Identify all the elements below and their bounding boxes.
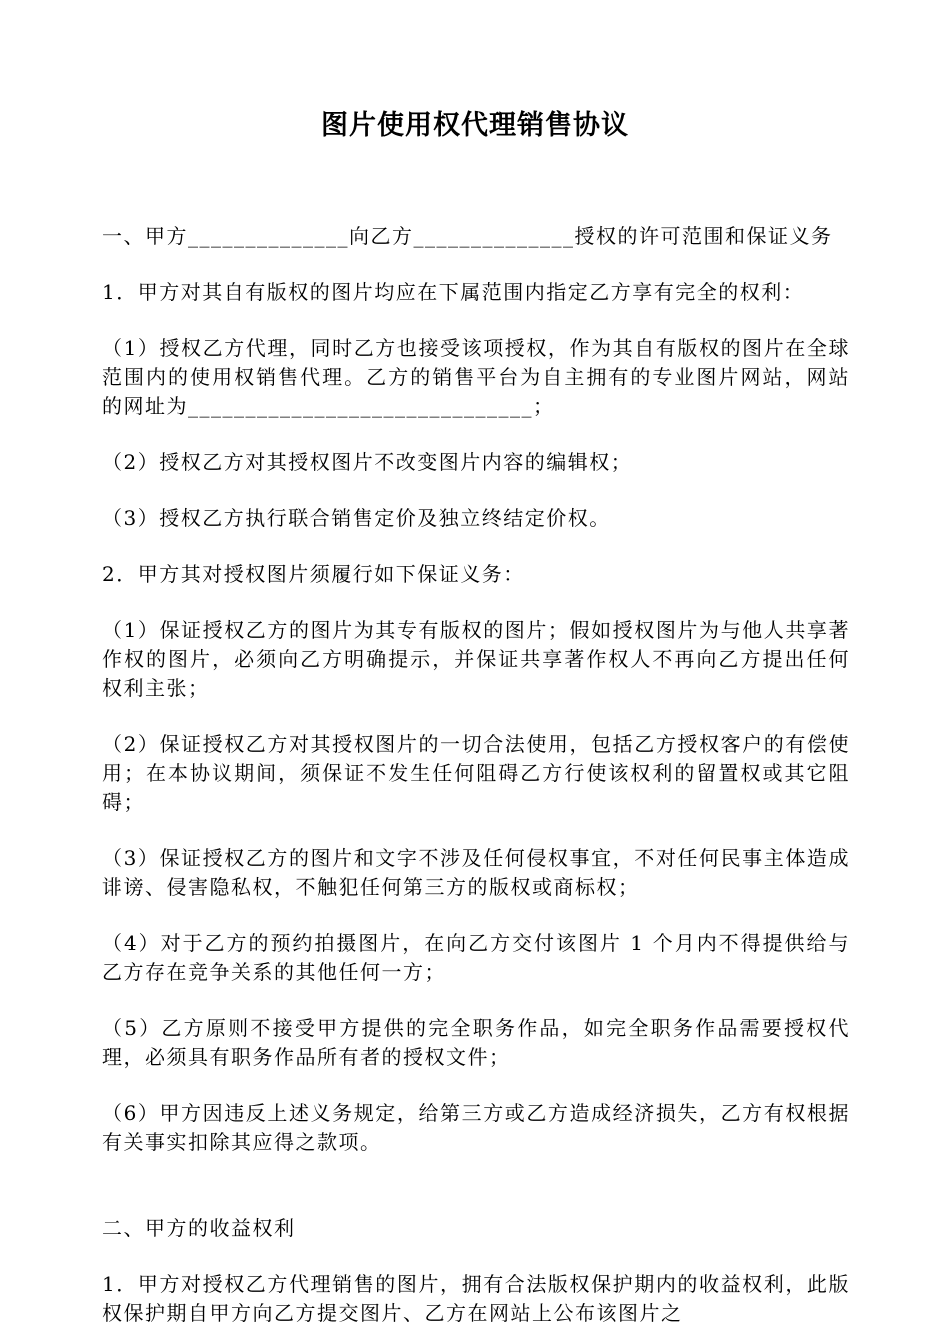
clause-1-item-2: （2）授权乙方对其授权图片不改变图片内容的编辑权； [102,450,633,474]
clause-2-item-3: （3）保证授权乙方的图片和文字不涉及任何侵权事宜，不对任何民事主体造成诽谤、侵害隐私权，不触犯任何第三方的版权或商标权； [102,846,850,899]
clause-1-item-3: （3）授权乙方执行联合销售定价及独立终结定价权。 [102,506,611,530]
section-2-heading: 二、甲方的收益权利 [102,1216,296,1240]
clause-2-item-2: （2）保证授权乙方对其授权图片的一切合法使用，包括乙方授权客户的有偿使用；在本协议期间，须保证不发生任何阻碍乙方行使该权利的留置权或其它阻碍； [102,732,850,814]
clause-2-item-4: （4）对于乙方的预约拍摄图片，在向乙方交付该图片 1 个月内不得提供给与乙方存在竞争关系的其他任何一方； [102,931,850,984]
clause-2-item-6: （6）甲方因违反上述义务规定，给第三方或乙方造成经济损失，乙方有权根据有关事实扣除其应得之款项。 [102,1101,850,1154]
clause-1: 1．甲方对其自有版权的图片均应在下属范围内指定乙方享有完全的权利： [102,280,805,304]
clause-1-item-1: （1）授权乙方代理，同时乙方也接受该项授权，作为其自有版权的图片在全球范围内的使用权销售代理。乙方的销售平台为自主拥有的专业图片网站，网站的网址为______________________________； [102,336,850,418]
section-1-heading: 一、甲方______________向乙方______________授权的许可范围和保证义务 [102,224,833,248]
clause-2-item-5: （5）乙方原则不接受甲方提供的完全职务作品，如完全职务作品需要授权代理，必须具有职务作品所有者的授权文件； [102,1016,850,1069]
clause-2-item-1: （1）保证授权乙方的图片为其专有版权的图片；假如授权图片为与他人共享著作权的图片，必须向乙方明确提示，并保证共享著作权人不再向乙方提出任何权利主张； [102,618,850,700]
clause-2: 2．甲方其对授权图片须履行如下保证义务： [102,562,525,586]
section-2-clause-1: 1．甲方对授权乙方代理销售的图片，拥有合法版权保护期内的收益权利，此版权保护期自甲方向乙方提交图片、乙方在网站上公布该图片之 [102,1272,850,1325]
document-body [102,222,850,1328]
document-title: 图片使用权代理销售协议 [321,110,629,141]
